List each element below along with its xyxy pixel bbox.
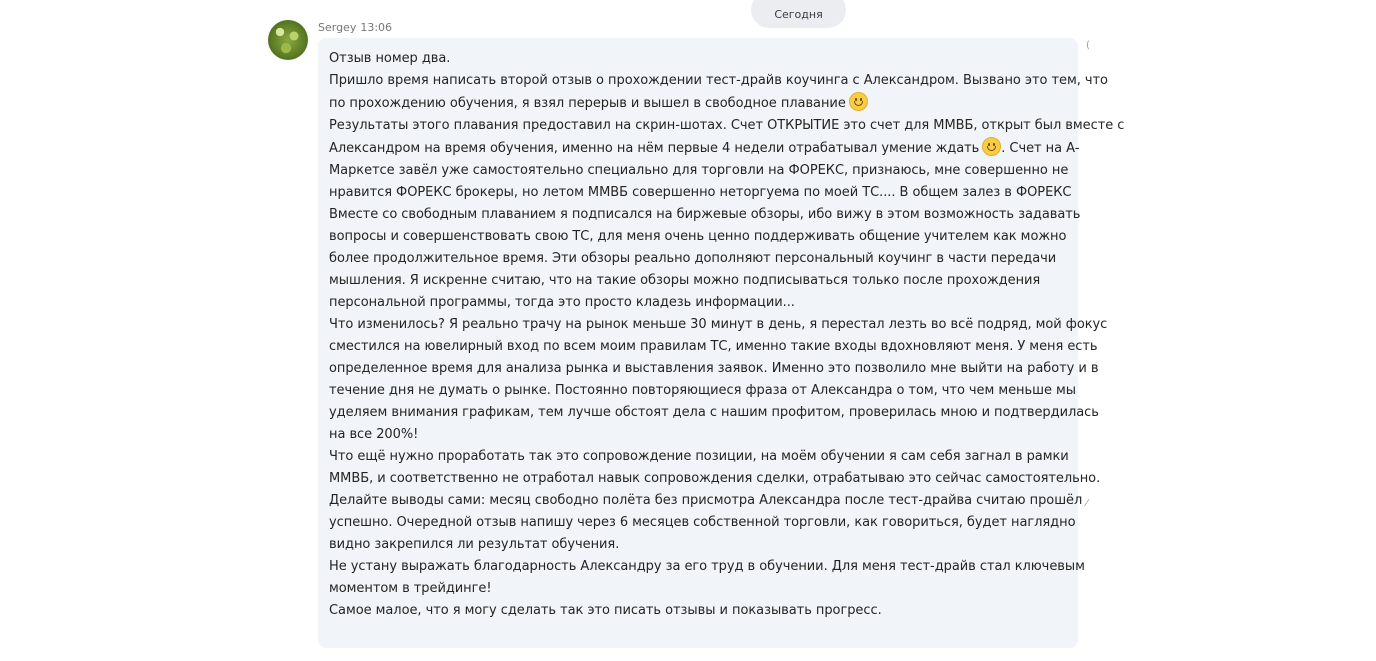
edge-mark: ( [1086,40,1090,51]
message-line: Не устану выражать благодарность Александру за его труд в обучении. Для меня тест-драйв стал ключевым [329,559,1085,574]
message-line: более продолжительное время. Эти обзоры реально дополняют персональный коучинг в части передачи [329,251,1057,266]
message-line: определенное время для анализа рынка и выставления заявок. Именно это позволило мне выйти на работу и в [329,361,1099,376]
message-line: Самое малое, что я могу сделать так это писать отзывы и показывать прогресс. [329,603,882,618]
message-line [329,137,1080,160]
message-line: течение дня не думать о рынке. Постоянно повторяющиеся фраза от Александра о том, что чем меньше мы [329,383,1076,398]
message-line: Результаты этого плавания предоставил на скрин-шотах. Счет ОТКРЫТИЕ это счет для ММВБ, открыт был вместе с [329,118,1125,133]
message-text: Александром на время обучения, именно на нём первые 4 недели отрабатывал умение ждать [329,141,980,156]
message-line: вопросы и совершенствовать свою ТС, для меня очень ценно поддерживать общение учителем как можно [329,229,1067,244]
message-line: нравится ФОРЕКС брокеры, но летом ММВБ совершенно неторгуема по моей ТС.... В общем залез в ФОРЕКС [329,185,1072,200]
avatar[interactable] [268,20,308,60]
message-line: Вместе со свободным плаванием я подписался на биржевые обзоры, ибо вижу в этом возможность задавать [329,207,1081,222]
message-line: персональной программы, тогда это просто кладезь информации... [329,295,795,310]
author-name[interactable]: Sergey [318,21,357,34]
message-line: Маркетсе завёл уже самостоятельно специально для торговли на ФОРЕКС, признаюсь, мне совершенно не [329,163,1069,178]
message-line: успешно. Очередной отзыв напишу через 6 месяцев собственной торговли, как говориться, будет наглядно [329,515,1076,530]
edge-mark: ⁄ [1086,498,1088,509]
message-text: . Счет на А- [1001,141,1080,156]
message-line: Что ещё нужно проработать так это сопровождение позиции, на моём обучении я сам себя загнал в рамки [329,449,1069,464]
date-separator: Сегодня [751,0,846,28]
message-line: Отзыв номер два. [329,51,451,66]
message-time: 13:06 [360,21,393,34]
message-line: на все 200%! [329,427,419,442]
smile-emoji-icon [982,137,1001,156]
message-line: уделяем внимания графикам, тем лучше обстоят дела с нашим профитом, проверилась мною и подтвердилась [329,405,1099,420]
message-line [329,92,1068,115]
message-line: мышления. Я искренне считаю, что на такие обзоры можно подписываться только после прохождения [329,273,1041,288]
message-meta [318,21,392,34]
message-text: по прохождению обучения, я взял перерыв и вышел в свободное плавание [329,96,846,111]
message-line: моментом в трейдинге! [329,581,492,596]
message-line: сместился на ювелирный вход по всем моим правилам ТС, именно такие входы вдохновляют меня. У меня есть [329,339,1098,354]
message-line: ММВБ, и соответственно не отработал навык сопровождения сделки, отрабатываю это сейчас самостоятельно. [329,471,1101,486]
message-line: Пришло время написать второй отзыв о прохождении тест-драйв коучинга с Александром. Вызвано это тем, что [329,73,1108,88]
message-line: видно закрепился ли результат обучения. [329,537,620,552]
message-bubble[interactable] [318,38,1125,648]
message-line: Делайте выводы сами: месяц свободно полёта без присмотра Александра после тест-драйва считаю прошёл [329,493,1083,508]
message-line: Что изменилось? Я реально трачу на рынок меньше 30 минут в день, я перестал лезть во всё подряд, мой фокус [329,317,1108,332]
smile-emoji-icon [849,92,868,111]
